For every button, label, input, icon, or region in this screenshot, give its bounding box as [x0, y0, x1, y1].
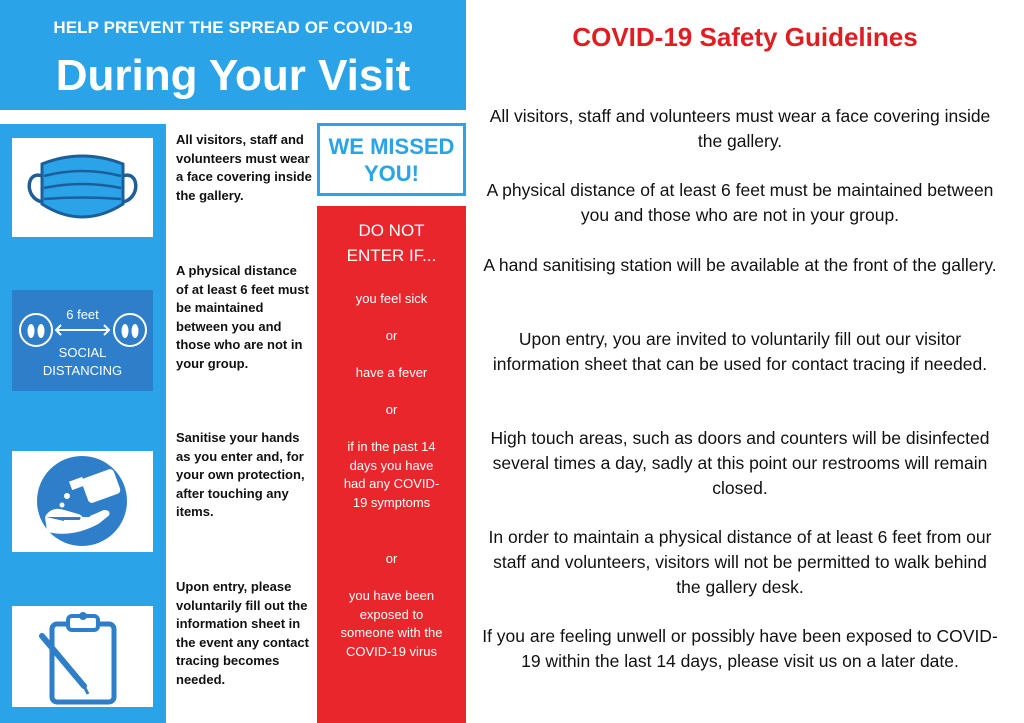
missed-line1: WE MISSED	[328, 134, 455, 159]
guideline-paragraph: A hand sanitising station will be available at the front of the gallery.	[483, 255, 997, 275]
face-mask-card	[12, 138, 153, 237]
hand-sanitiser-icon	[12, 451, 153, 552]
condition-separator: or	[385, 402, 398, 417]
social-label: SOCIAL	[58, 345, 107, 360]
instruction-distance: A physical distance of at least 6 feet must be maintained between you and those who are not in your group.	[176, 263, 309, 371]
do-not-enter-heading-2: ENTER IF...	[346, 246, 437, 265]
condition-item: if in the past 14 days you have had any COVID-19 symptoms	[343, 439, 440, 510]
do-not-enter-heading-1: DO NOT	[358, 221, 425, 240]
guideline-paragraph: If you are feeling unwell or possibly have been exposed to COVID-19 within the last 14 days, please visit us on a later date.	[482, 626, 998, 671]
social-distancing-card	[12, 290, 153, 391]
distancing-label: DISTANCING	[42, 363, 123, 378]
distance-label: 6 feet	[66, 307, 99, 322]
header-tagline: HELP PREVENT THE SPREAD OF COVID-19	[53, 18, 413, 37]
hand-sanitiser-card	[12, 451, 153, 552]
instruction-info-sheet: Upon entry, please voluntarily fill out the information sheet in the event any contact tracing becomes needed.	[176, 579, 309, 687]
condition-separator: or	[385, 328, 398, 343]
clipboard-card	[12, 606, 153, 707]
we-missed-you-box	[317, 123, 466, 196]
clipboard-icon	[12, 606, 153, 707]
guidelines-title: COVID-19 Safety Guidelines	[572, 22, 918, 52]
guideline-paragraph: All visitors, staff and volunteers must wear a face covering inside the gallery.	[489, 106, 991, 151]
guideline-paragraph: A physical distance of at least 6 feet must be maintained between you and those who are not in your group.	[486, 180, 994, 225]
guideline-paragraph: High touch areas, such as doors and counters will be disinfected several times a day, sadly at this point our restrooms will remain closed.	[490, 428, 990, 498]
instruction-mask: All visitors, staff and volunteers must wear a face covering inside the gallery.	[176, 132, 312, 203]
missed-line2: YOU!	[364, 161, 419, 186]
face-mask-icon	[12, 138, 153, 237]
guideline-paragraph: In order to maintain a physical distance of at least 6 feet from our staff and volunteers, visitors will not be permitted to walk behind the gallery desk.	[488, 527, 992, 597]
condition-item: you feel sick	[355, 291, 428, 306]
condition-separator: or	[385, 551, 398, 566]
condition-item: you have been exposed to someone with the COVID-19 virus	[340, 588, 443, 659]
instruction-sanitise: Sanitise your hands as you enter and, for your own protection, after touching any items.	[176, 430, 305, 519]
condition-item: have a fever	[355, 365, 428, 380]
guideline-paragraph: Upon entry, you are invited to voluntarily fill out our visitor information sheet that can be used for contact tracing if needed.	[492, 329, 988, 374]
page-title: During Your Visit	[55, 51, 411, 100]
